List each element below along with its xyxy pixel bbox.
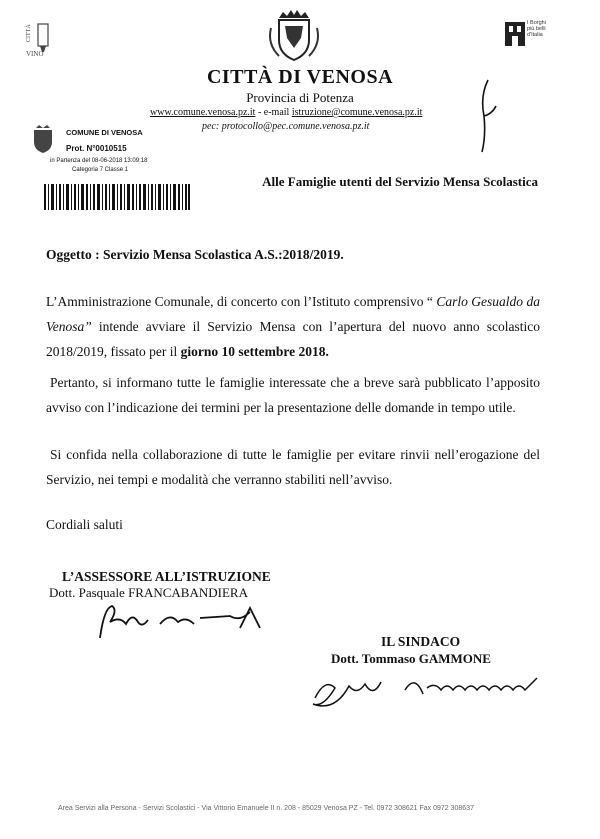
pec-address: pec: protocollo@pec.comune.venosa.pz.it [202,121,370,132]
email-link[interactable]: istruzione@comune.venosa.pz.it [291,107,423,118]
footer-address: Area Servizi alla Persona - Servizi Scolastici - Via Vittorio Emanuele II n. 208 - 85029 Venosa PZ - Tel. 0972 308621 Fax 0972 308637 [58,805,474,812]
stamp-category: Categoria 7 Classe 1 [72,167,129,173]
body-paragraph-1 [46,289,540,364]
assessor-name: Dott. Pasquale FRANCABANDIERA [49,585,248,600]
stamp-protocol-number: Prot. N°0010515 [66,144,127,153]
barcode [44,184,190,210]
p1-start-date: giorno 10 settembre 2018. [180,344,329,359]
website-link[interactable]: www.comune.venosa.pz.it [150,107,256,118]
body-paragraph-2: Pertanto, si informano tutte le famiglie interessate che a breve sarà pubblicato l’apposito avviso con l’indicazione dei termini per la presentazione delle domande in tempo utile. [46,375,540,415]
assessor-signature [90,598,270,648]
stamp-comune: COMUNE DI VENOSA [66,128,143,137]
recipient-line: Alle Famiglie utenti del Servizio Mensa Scolastica [262,174,538,189]
subject-line: Oggetto : Servizio Mensa Scolastica A.S.:2018/2019. [46,247,344,262]
p1-school-name: Carlo Gesualdo da Venosa” [46,294,540,334]
p1-text-a: L’Amministrazione Comunale, di concerto con l’Istituto comprensivo “ [46,294,437,309]
stamp-crest-icon [30,124,56,154]
venosa-coat-of-arms [265,8,323,64]
body-paragraph-3: Si confida nella collaborazione di tutte le famiglie per evitare rinvii nell’erogazione del Servizio, nei tempi e modalità che verranno stabiliti nell’avviso. [46,447,540,487]
handwritten-mark [470,76,500,156]
mayor-title: IL SINDACO [381,634,461,649]
borghi-logo-text: I Borghi più belli d'Italia [527,20,546,38]
contact-line [150,107,422,118]
svg-text:CITTÀ: CITTÀ [26,24,32,42]
svg-text:VINO: VINO [26,50,44,58]
assessor-title: L’ASSESSORE ALL’ISTRUZIONE [62,569,271,584]
province-name: Provincia di Potenza [246,90,354,105]
mayor-signature [305,668,550,718]
stamp-departure: in Partenza del 08-06-2018 13:09:18 [50,158,148,164]
email-label: - e-mail [255,107,292,118]
mayor-name: Dott. Tommaso GAMMONE [331,651,491,666]
citta-del-vino-logo [18,18,58,58]
municipality-title: CITTÀ DI VENOSA [206,66,394,88]
p1-text-b: intende avviare il Servizio Mensa con l’apertura del nuovo anno scolastico 2018/2019, fissato per il [46,319,540,359]
greeting: Cordiali saluti [46,517,123,532]
